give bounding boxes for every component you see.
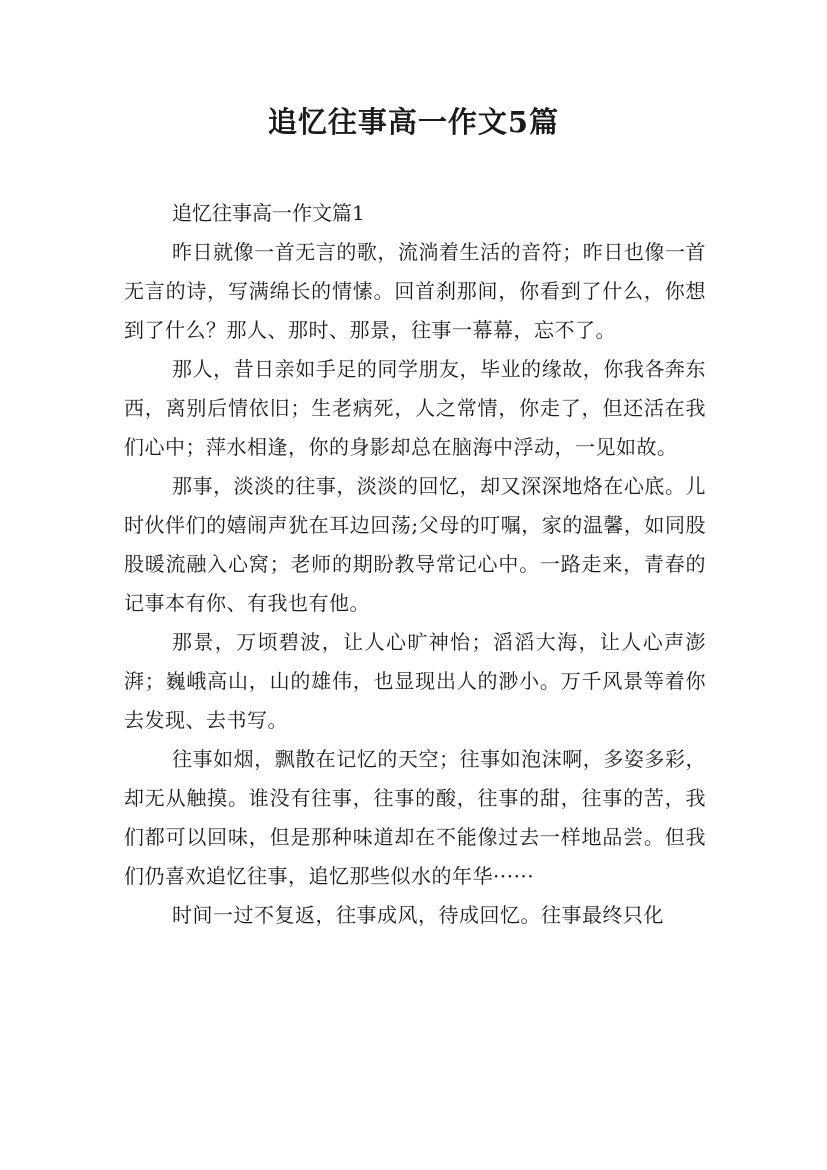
paragraph-5: 往事如烟，飘散在记忆的天空；往事如泡沫啊，多姿多彩，却无从触摸。谁没有往事，往事的酸，往事的甜，往事的苦，我们都可以回味，但是那种味道却在不能像过去一样地品尝。但我们仍喜欢追忆往事，追忆那些似水的年华······ — [124, 747, 706, 888]
section-heading: 追忆往事高一作文篇1 — [172, 201, 365, 225]
paragraph-6: 时间一过不复返，往事成风，待成回忆。往事最终只化 — [172, 903, 664, 927]
paragraph-4: 那景，万顷碧波，让人心旷神怡；滔滔大海，让人心声澎湃；巍峨高山，山的雄伟，也显现出人的渺小。万千风景等着你去发现、去书写。 — [124, 630, 706, 732]
paragraph-3: 那事，淡淡的往事，淡淡的回忆，却又深深地烙在心底。儿时伙伴们的嬉闹声犹在耳边回荡;父母的叮嘱，家的温馨，如同股股暖流融入心窝；老师的期盼教导常记心中。一路走来，青春的记事本有你、有我也有他。 — [124, 474, 706, 615]
document-title: 追忆往事高一作文5篇 — [267, 105, 560, 139]
document-body — [124, 194, 706, 935]
paragraph-2: 那人，昔日亲如手足的同学朋友，毕业的缘故，你我各奔东西，离别后情依旧；生老病死，人之常情，你走了，但还活在我们心中；萍水相逢，你的身影却总在脑海中浮动，一见如故。 — [124, 357, 706, 459]
paragraph-1: 昨日就像一首无言的歌，流淌着生活的音符；昨日也像一首无言的诗，写满绵长的情愫。回首刹那间，你看到了什么，你想到了什么？那人、那时、那景，往事一幕幕，忘不了。 — [124, 240, 706, 342]
